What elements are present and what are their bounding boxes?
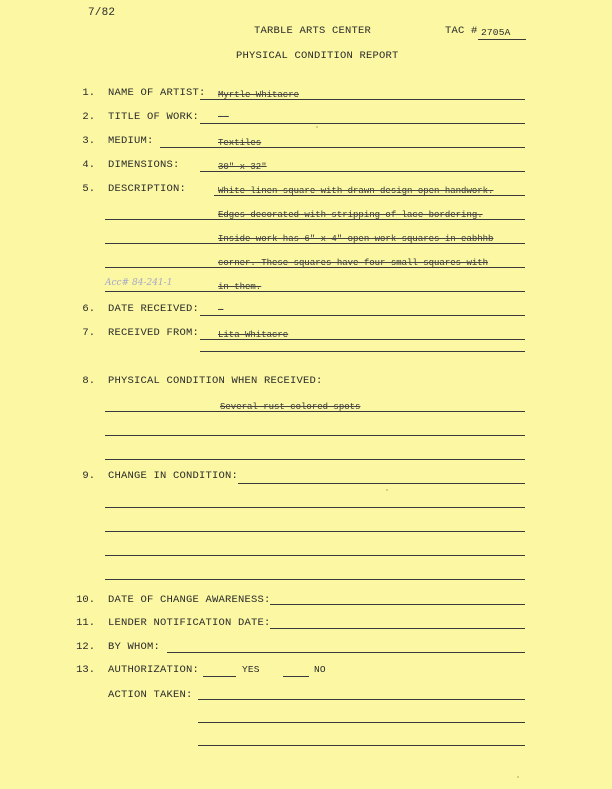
field-11-label: LENDER NOTIFICATION DATE: (108, 617, 271, 629)
field-11-number: 11. (76, 617, 95, 629)
tac-label: TAC # (445, 25, 478, 37)
field-8-number: 8. (82, 375, 95, 387)
description-text-2: Edges decorated with stripping of lace bordering. (218, 210, 483, 220)
action-taken-label: ACTION TAKEN: (108, 689, 193, 701)
description-text-1: White linen square with drawn design open handwork. (218, 186, 494, 196)
authorization-yes-label: YES (242, 664, 260, 675)
description-line-5[interactable] (105, 291, 525, 292)
field-12-line[interactable] (167, 652, 525, 653)
field-5-label: DESCRIPTION: (108, 183, 187, 195)
field-2-number: 2. (82, 111, 95, 123)
field-9-label: CHANGE IN CONDITION: (108, 470, 239, 482)
change-line-3[interactable] (105, 531, 525, 532)
field-6-label: DATE RECEIVED: (108, 303, 200, 315)
field-7-label: RECEIVED FROM: (108, 327, 200, 339)
field-2-line[interactable] (200, 123, 525, 124)
paper-speck (517, 776, 519, 778)
field-1-number: 1. (82, 87, 95, 99)
field-3-line[interactable] (160, 147, 525, 148)
field-7-number: 7. (82, 327, 95, 339)
action-taken-line-3[interactable] (198, 745, 525, 746)
field-13-number: 13. (76, 664, 95, 676)
report-date: 7/82 (88, 7, 116, 19)
field-7-line-2[interactable] (200, 351, 525, 352)
description-text-4: corner. These squares have four small squares with (218, 258, 489, 268)
action-taken-line-2[interactable] (198, 722, 525, 723)
description-text-3: Inside work has 6" x 4" open work squares in eabhhb (218, 234, 494, 244)
field-4-number: 4. (82, 159, 95, 171)
dimensions-value: 30" x 32" (218, 162, 267, 172)
change-line-4[interactable] (105, 555, 525, 556)
field-8-label: PHYSICAL CONDITION WHEN RECEIVED: (108, 375, 323, 387)
field-10-line[interactable] (270, 604, 525, 605)
condition-line-2[interactable] (105, 435, 525, 436)
medium-value: Textiles (218, 138, 262, 148)
title-of-work-value: -- (218, 112, 229, 122)
date-received-value: - (218, 305, 224, 315)
report-title: PHYSICAL CONDITION REPORT (236, 50, 399, 62)
field-11-line[interactable] (270, 628, 525, 629)
action-taken-line-1[interactable] (198, 699, 525, 700)
field-10-number: 10. (76, 594, 95, 606)
paper-speck (386, 489, 388, 491)
field-1-label: NAME OF ARTIST: (108, 87, 206, 99)
field-3-label: MEDIUM: (108, 135, 154, 147)
field-5-number: 5. (82, 183, 95, 195)
field-13-label: AUTHORIZATION: (108, 664, 200, 676)
change-line-1[interactable] (238, 483, 525, 484)
authorization-no-blank[interactable] (283, 676, 309, 677)
field-12-number: 12. (76, 641, 95, 653)
org-name: TARBLE ARTS CENTER (254, 25, 372, 37)
authorization-no-label: NO (314, 664, 326, 675)
change-line-5[interactable] (105, 579, 525, 580)
condition-received-value: Several rust colored spots (220, 402, 361, 412)
field-10-label: DATE OF CHANGE AWARENESS: (108, 594, 271, 606)
paper-speck (316, 126, 318, 128)
field-2-label: TITLE OF WORK: (108, 111, 200, 123)
authorization-yes-blank[interactable] (203, 676, 236, 677)
field-12-label: BY WHOM: (108, 641, 161, 653)
field-6-line[interactable] (200, 315, 525, 316)
description-text-5: in them. (218, 282, 262, 292)
field-4-label: DIMENSIONS: (108, 159, 180, 171)
field-6-number: 6. (82, 303, 95, 315)
field-9-number: 9. (82, 470, 95, 482)
field-3-number: 3. (82, 135, 95, 147)
condition-line-3[interactable] (105, 459, 525, 460)
tac-number-line (478, 39, 526, 40)
artist-name-value: Myrtle Whitacre (218, 90, 300, 100)
handwritten-accession-note: Acc# 84-241-1 (105, 278, 173, 288)
change-line-2[interactable] (105, 507, 525, 508)
tac-number: 2705A (481, 27, 511, 38)
received-from-value: Lita Whitacre (218, 330, 289, 340)
